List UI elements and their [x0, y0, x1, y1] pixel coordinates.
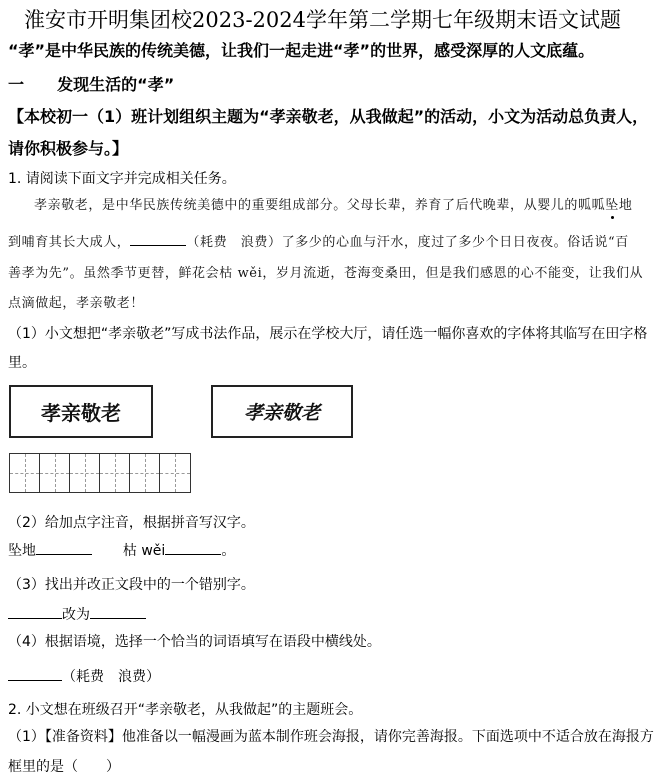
- answer-blank[interactable]: [8, 604, 62, 619]
- exam-title: 淮安市开明集团校2023-2024学年第二学期七年级期末语文试题: [24, 8, 621, 32]
- passage-line-4: 点滴做起，孝亲敬老！: [8, 296, 145, 311]
- q1-sub4-stem: （4）根据语境，选择一个恰当的词语填写在语段中横线处。: [8, 634, 381, 650]
- section-number: 一: [8, 75, 25, 94]
- q1-sub3-stem: （3）找出并改正文段中的一个错别字。: [8, 577, 255, 593]
- q1-sub4-answer: （耗费 浪费）: [8, 666, 160, 686]
- q2-sub1-line-2: 框里的是（ ）: [8, 759, 120, 775]
- grid-cell[interactable]: [160, 454, 190, 492]
- intro-text: “孝”是中华民族的传统美德，让我们一起走进“孝”的世界，感受深厚的人文底蕴。: [8, 41, 595, 60]
- tianzige-grid[interactable]: [9, 453, 191, 493]
- answer-blank[interactable]: [8, 666, 62, 681]
- q2-stem: 2. 小文想在班级召开“孝亲敬老，从我做起”的主题班会。: [8, 702, 363, 718]
- answer-blank[interactable]: [36, 540, 92, 555]
- q1-sub1-line-1: （1）小文想把“孝亲敬老”写成书法作品，展示在学校大厅，请任选一幅你喜欢的字体将其临写在田字格: [8, 326, 648, 342]
- q2-sub1-line-1: （1）【准备资料】他准备以一幅漫画为蓝本制作班会海报，请你完善海报。下面选项中不适合放在海报方: [8, 729, 654, 745]
- q1-sub2-stem: （2）给加点字注音，根据拼音写汉字。: [8, 515, 255, 531]
- passage-blank[interactable]: [130, 231, 186, 246]
- grid-cell[interactable]: [70, 454, 100, 492]
- calligraphy-sample-2[interactable]: 孝亲敬老: [211, 385, 353, 438]
- activity-line-2: 请你积极参与。】: [8, 139, 129, 158]
- answer-blank[interactable]: [90, 604, 146, 619]
- grid-cell[interactable]: [100, 454, 130, 492]
- answer-blank[interactable]: [165, 540, 221, 555]
- q1-sub1-line-2: 里。: [8, 355, 36, 371]
- passage-line-3: 善孝为先”。虽然季节更替，鲜花会枯 wěi，岁月流逝，苍海变桑田，但是我们感恩的心不能变，让我们从: [8, 266, 644, 281]
- grid-cell[interactable]: [10, 454, 40, 492]
- section-heading: [8, 72, 174, 95]
- section-title: 发现生活的“孝”: [57, 75, 175, 94]
- passage-line-2: 到哺育其长大成人， （耗费 浪费）了多少的心血与汗水，度过了多少个日日夜夜。俗话说“百: [8, 231, 629, 250]
- q1-sub3-answer: 改为: [8, 604, 146, 624]
- calligraphy-sample-1[interactable]: 孝亲敬老: [9, 385, 153, 438]
- grid-cell[interactable]: [40, 454, 70, 492]
- dotted-char: 坠: [605, 198, 619, 213]
- q1-sub2-answer: 坠地 枯 wěi 。: [8, 540, 235, 560]
- grid-cell[interactable]: [130, 454, 160, 492]
- q1-stem: 1. 请阅读下面文字并完成相关任务。: [8, 171, 236, 187]
- passage-line-1: 孝亲敬老，是中华民族传统美德中的重要组成部分。父母长辈，养育了后代晚辈，从婴儿的呱呱坠地: [34, 198, 633, 213]
- activity-line-1: 【本校初一（1）班计划组织主题为“孝亲敬老，从我做起”的活动，小文为活动总负责人，: [8, 107, 649, 126]
